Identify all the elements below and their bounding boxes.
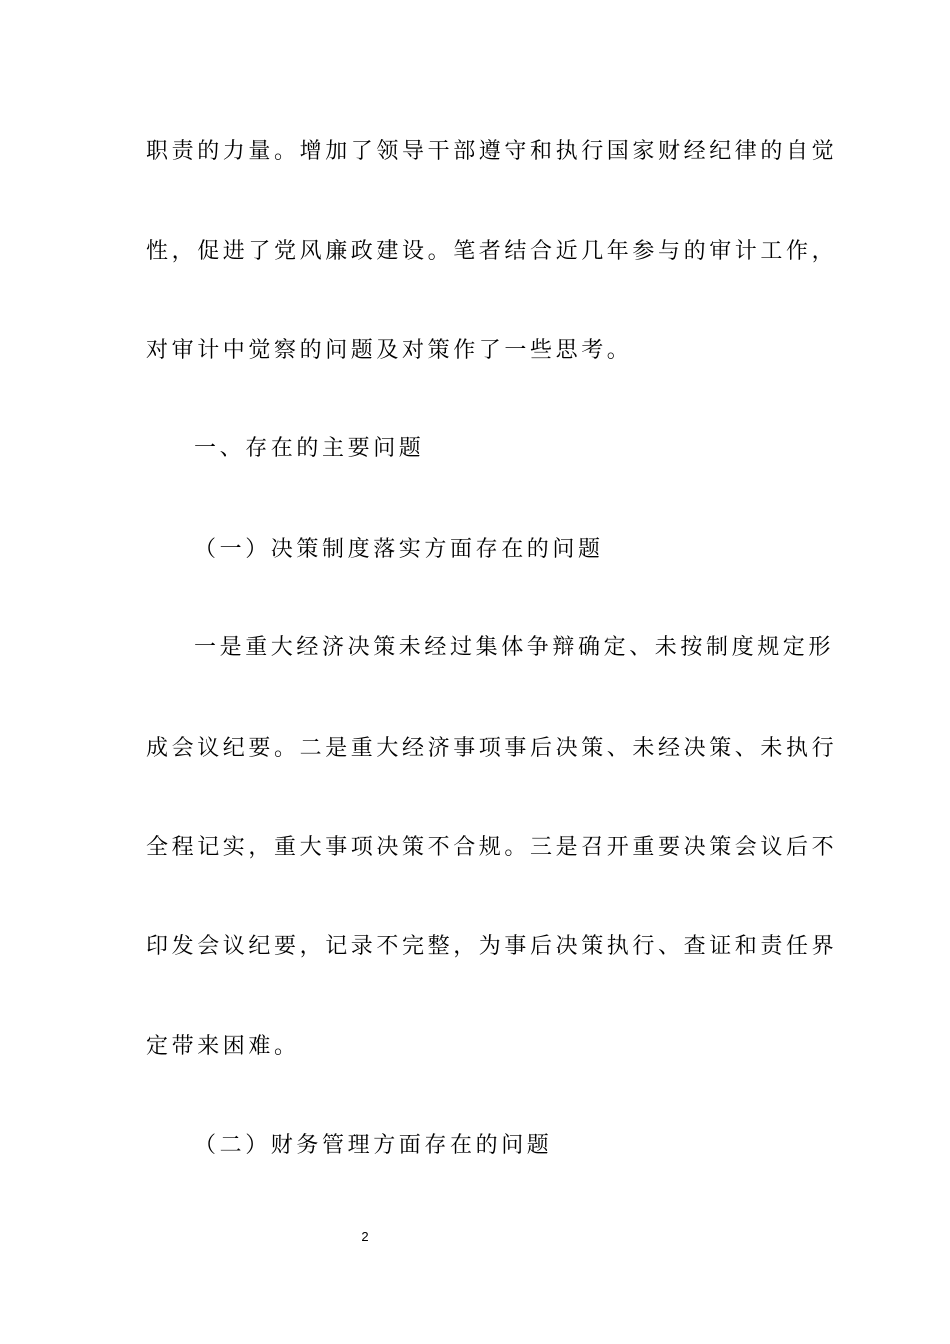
body-text-line: 全程记实，重大事项决策不合规。三是召开重要决策会议后不 bbox=[146, 835, 838, 860]
body-text-line: 定带来困难。 bbox=[146, 1034, 300, 1059]
body-text-line: 性，促进了党风廉政建设。笔者结合近几年参与的审计工作， bbox=[146, 239, 838, 264]
body-text-line: 职责的力量。增加了领导干部遵守和执行国家财经纪律的自觉 bbox=[146, 139, 838, 164]
subsection-heading: （二）财务管理方面存在的问题 bbox=[194, 1133, 553, 1158]
section-heading: 一、存在的主要问题 bbox=[194, 436, 425, 461]
body-text-line: 成会议纪要。二是重大经济事项事后决策、未经决策、未执行 bbox=[146, 736, 838, 761]
body-text-line: 印发会议纪要，记录不完整，为事后决策执行、查证和责任界 bbox=[146, 934, 838, 959]
body-text-line: 一是重大经济决策未经过集体争辩确定、未按制度规定形 bbox=[194, 635, 835, 660]
page-number: 2 bbox=[361, 1229, 369, 1244]
body-text-line: 对审计中觉察的问题及对策作了一些思考。 bbox=[146, 338, 633, 363]
subsection-heading: （一）决策制度落实方面存在的问题 bbox=[194, 537, 604, 562]
